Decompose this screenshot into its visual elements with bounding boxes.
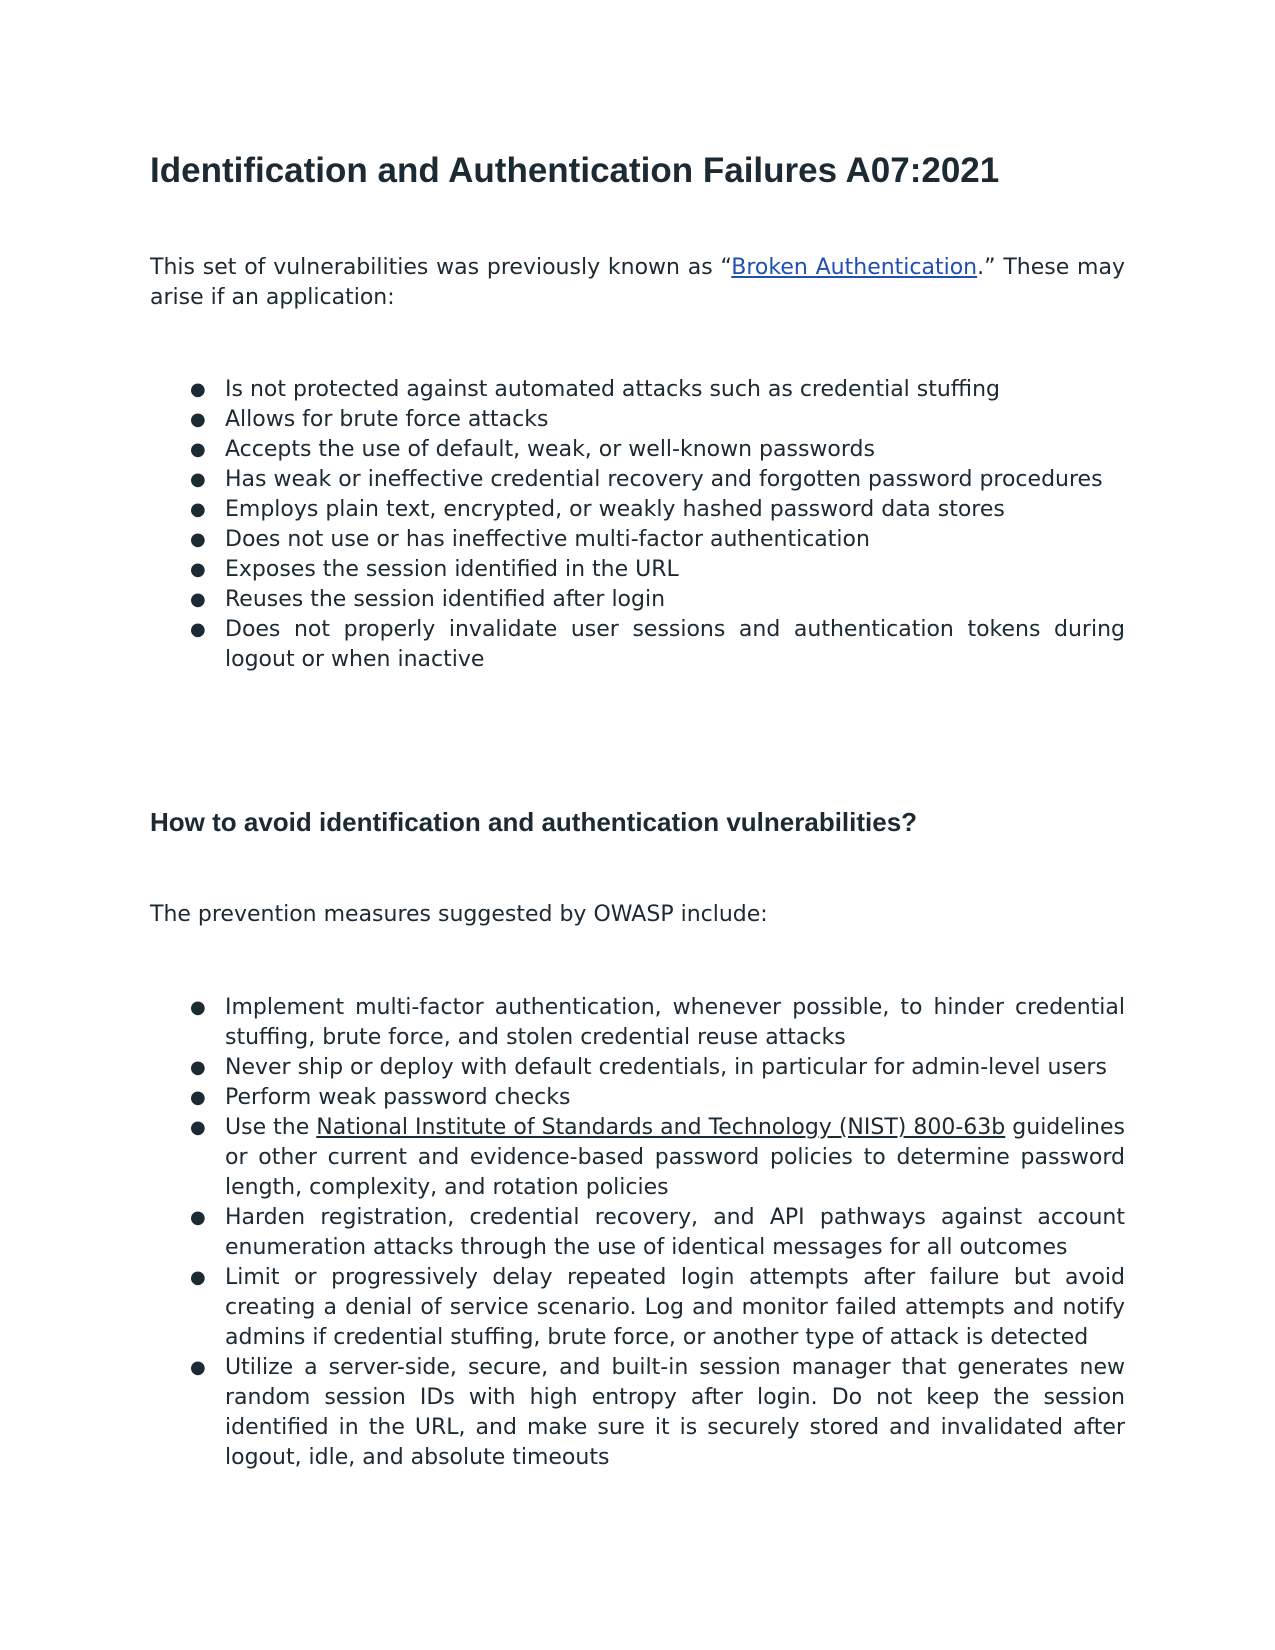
- list-item: ● Has weak or ineffective credential recovery and forgotten password procedures: [150, 465, 1125, 495]
- bullet-icon: ●: [190, 1357, 206, 1378]
- list-item: ● Implement multi-factor authentication, whenever possible, to hinder credential stuffing, brute force, and stolen credential reuse attacks: [190, 995, 1125, 1050]
- section-heading: How to avoid identification and authentication vulnerabilities?: [150, 807, 918, 837]
- bullet-icon: ●: [190, 1117, 206, 1138]
- nist-link[interactable]: National Institute of Standards and Technology (NIST) 800-63b: [316, 1115, 1006, 1140]
- bullet-icon: ●: [190, 499, 206, 520]
- bullet-icon: ●: [190, 469, 206, 490]
- bullet-icon: ●: [190, 559, 206, 580]
- intro-text-after: .” These may arise if an application:: [150, 255, 1125, 310]
- list-item: ● Limit or progressively delay repeated login attempts after failure but avoid creating a denial of service scenario. Log and monitor failed attempts and notify admins if credential stuffing, brute force, or another type of attack is detected: [190, 1265, 1125, 1350]
- prevention-list: [150, 993, 1125, 1473]
- bullet-icon: ●: [190, 1087, 206, 1108]
- bullet-icon: ●: [190, 997, 206, 1018]
- list-item: ● Never ship or deploy with default credentials, in particular for admin-level users: [150, 1053, 1125, 1083]
- list-item: ● Reuses the session identified after login: [150, 585, 1125, 615]
- page-title: Identification and Authentication Failures A07:2021: [150, 151, 1000, 190]
- list-item: ● Employs plain text, encrypted, or weakly hashed password data stores: [150, 495, 1125, 525]
- bullet-icon: ●: [190, 439, 206, 460]
- intro-text-before: This set of vulnerabilities was previously known as “: [150, 255, 732, 280]
- list-item: ● Is not protected against automated attacks such as credential stuffing: [150, 375, 1125, 405]
- bullet-icon: ●: [190, 529, 206, 550]
- bullet-icon: ●: [190, 1057, 206, 1078]
- list-item: ● Use the National Institute of Standards and Technology (NIST) 800-63b guidelines or other current and evidence-based password policies to determine password length, complexity, and rotation policies: [190, 1115, 1125, 1200]
- prevention-intro: The prevention measures suggested by OWASP include:: [150, 902, 768, 927]
- list-item: ● Utilize a server-side, secure, and built-in session manager that generates new random session IDs with high entropy after login. Do not keep the session identified in the URL, and make sure it is securely stored and invalidated after logout, idle, and absolute timeouts: [190, 1355, 1125, 1470]
- failures-list: [150, 375, 1125, 675]
- list-item: ● Exposes the session identified in the URL: [150, 555, 1125, 585]
- broken-authentication-link[interactable]: Broken Authentication: [731, 255, 978, 280]
- bullet-icon: ●: [190, 409, 206, 430]
- bullet-icon: ●: [190, 589, 206, 610]
- bullet-icon: ●: [190, 379, 206, 400]
- list-item: ● Harden registration, credential recovery, and API pathways against account enumeration attacks through the use of identical messages for all outcomes: [190, 1205, 1125, 1260]
- list-item: ● Perform weak password checks: [150, 1083, 1125, 1113]
- bullet-icon: ●: [190, 1207, 206, 1228]
- list-item: ● Does not use or has ineffective multi-factor authentication: [150, 525, 1125, 555]
- list-item: ● Does not properly invalidate user sessions and authentication tokens during logout or when inactive: [190, 617, 1125, 672]
- list-item: ● Accepts the use of default, weak, or well-known passwords: [150, 435, 1125, 465]
- intro-paragraph: [150, 253, 1125, 313]
- bullet-icon: ●: [190, 1267, 206, 1288]
- bullet-icon: ●: [190, 619, 206, 640]
- list-item: ● Allows for brute force attacks: [150, 405, 1125, 435]
